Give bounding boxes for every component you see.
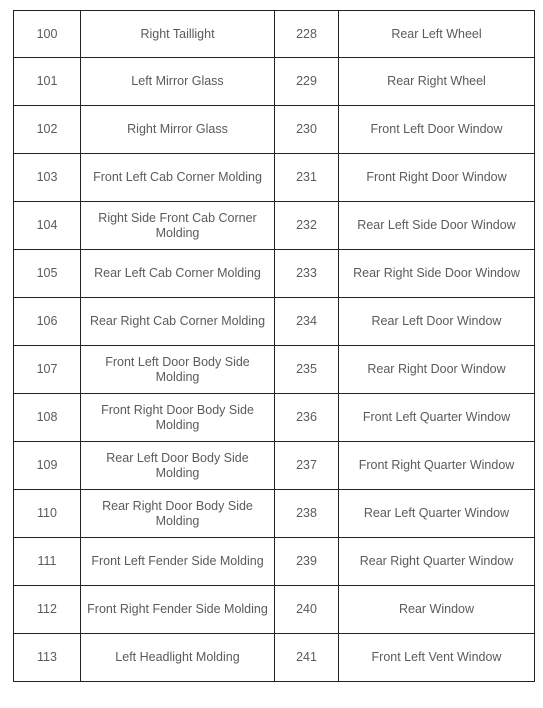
part-description-cell: Front Right Door Body Side Molding [81,394,275,442]
table-row [14,634,535,682]
part-code-cell: 111 [14,538,81,586]
part-code-cell: 113 [14,634,81,682]
part-code-cell: 104 [14,202,81,250]
part-description-cell: Left Headlight Molding [81,634,275,682]
parts-code-table [13,10,535,682]
part-code-cell: 100 [14,11,81,58]
part-description-cell: Right Taillight [81,11,275,58]
part-description-cell: Rear Right Door Body Side Molding [81,490,275,538]
part-description-cell: Rear Right Cab Corner Molding [81,298,275,346]
part-code-cell: 229 [275,58,339,106]
part-code-cell: 239 [275,538,339,586]
part-description-cell: Front Right Door Window [339,154,535,202]
table-row [14,394,535,442]
table-row [14,442,535,490]
part-code-cell: 101 [14,58,81,106]
part-code-cell: 235 [275,346,339,394]
part-description-cell: Rear Left Wheel [339,11,535,58]
part-code-cell: 238 [275,490,339,538]
part-description-cell: Front Left Quarter Window [339,394,535,442]
part-code-cell: 105 [14,250,81,298]
part-code-cell: 231 [275,154,339,202]
table-row [14,154,535,202]
part-description-cell: Rear Left Side Door Window [339,202,535,250]
part-code-cell: 233 [275,250,339,298]
part-description-cell: Front Left Vent Window [339,634,535,682]
part-description-cell: Front Right Fender Side Molding [81,586,275,634]
table-row [14,202,535,250]
part-description-cell: Right Side Front Cab Corner Molding [81,202,275,250]
part-description-cell: Front Left Door Body Side Molding [81,346,275,394]
part-code-cell: 107 [14,346,81,394]
part-code-cell: 102 [14,106,81,154]
table-row [14,106,535,154]
part-description-cell: Front Left Fender Side Molding [81,538,275,586]
part-description-cell: Rear Right Wheel [339,58,535,106]
part-description-cell: Rear Right Quarter Window [339,538,535,586]
table-row [14,298,535,346]
table-row [14,538,535,586]
part-description-cell: Rear Right Door Window [339,346,535,394]
part-description-cell: Rear Left Door Window [339,298,535,346]
part-code-cell: 236 [275,394,339,442]
part-code-cell: 240 [275,586,339,634]
part-code-cell: 106 [14,298,81,346]
table-row [14,490,535,538]
part-description-cell: Right Mirror Glass [81,106,275,154]
table-row [14,58,535,106]
table-row [14,11,535,58]
parts-code-table-container [13,10,535,682]
part-code-cell: 103 [14,154,81,202]
part-description-cell: Rear Left Cab Corner Molding [81,250,275,298]
part-description-cell: Rear Left Door Body Side Molding [81,442,275,490]
part-description-cell: Left Mirror Glass [81,58,275,106]
part-code-cell: 234 [275,298,339,346]
part-code-cell: 230 [275,106,339,154]
part-description-cell: Rear Window [339,586,535,634]
part-code-cell: 109 [14,442,81,490]
part-code-cell: 232 [275,202,339,250]
table-row [14,346,535,394]
part-code-cell: 110 [14,490,81,538]
part-description-cell: Front Left Door Window [339,106,535,154]
part-code-cell: 241 [275,634,339,682]
table-row [14,250,535,298]
table-body [14,11,535,682]
part-code-cell: 108 [14,394,81,442]
part-code-cell: 237 [275,442,339,490]
part-description-cell: Front Left Cab Corner Molding [81,154,275,202]
part-description-cell: Front Right Quarter Window [339,442,535,490]
part-code-cell: 228 [275,11,339,58]
part-description-cell: Rear Right Side Door Window [339,250,535,298]
table-row [14,586,535,634]
part-description-cell: Rear Left Quarter Window [339,490,535,538]
part-code-cell: 112 [14,586,81,634]
